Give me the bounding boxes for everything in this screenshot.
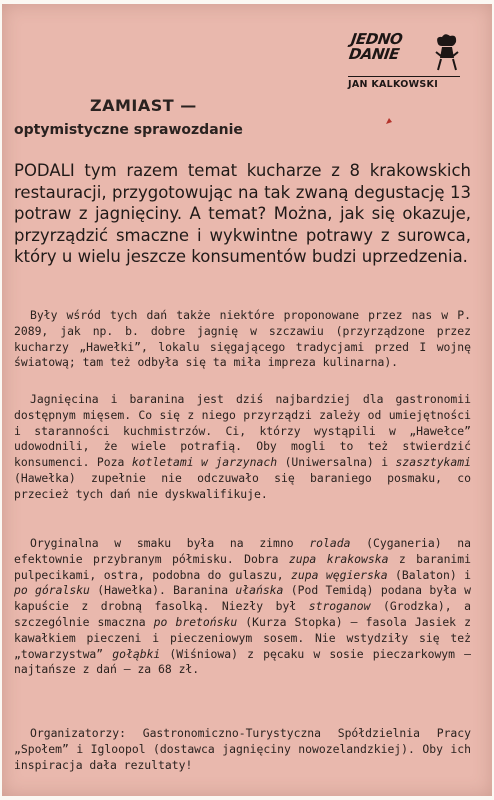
article-paragraph-2: Jagnięcina i baranina jest dziś najbardziej dla gastronomii dostępnym mięsem. Co się z niego przyrządzi zależy od umiejętności i staranności kuchmistrzów. Ci, którzy wystąpili w „Hawełce” udowodnili, że wiele potrafią. Oby mogli to też stwierdzić konsumenci. Poza kotletami w jarzynach (Uniwersalna) i szasztykami (Hawełka) zupełnie nie odczuwało się baraniego posmaku, co przecież tych dań nie dyskwalifikuje. [14,392,471,501]
article-paragraph-4: Organizatorzy: Gastronomiczno-Turystyczna Spółdzielnia Pracy „Społem” i Igloopol (dostawca jagnięciny nowozelandzkiej). Oby ich inspiracja dała rezultaty! [14,726,471,772]
column-logo [348,32,460,94]
article-subheadline: optymistyczne sprawozdanie [14,122,243,138]
article-headline: ZAMIAST — [90,96,197,115]
ink-mark-icon [384,116,394,126]
article-lead: PODALI tym razem temat kucharze z 8 krakowskich restauracji, przygotowując na tak zwaną degustację 13 potraw z jagnięciny. A temat? Można, jak się okazuje, przyrządzić smaczne i wykwintne potrawy z surowca, który u wielu jeszcze konsumentów budzi uprzedzenia. [14,161,471,266]
newspaper-clipping [2,4,492,796]
chef-icon [432,32,462,72]
column-logo-title: JEDNO DANIE [347,30,404,63]
article-paragraph-3: Oryginalna w smaku była na zimno rolada (Cyganeria) na efektownie przybranym półmisku. Dobra zupa krakowska z baranimi pulpecikami, ostra, podobna do gulaszu, zupa węgierska (Balaton) i po góralsku (Hawełka). Baranina ułańska (Pod Temidą) podana była w kapuście z drobną fasolką. Niezły był stroganow (Grodzka), a szczególnie smaczna po bretońsku (Kurza Stopka) — fasola Jasiek z kawałkiem pieczeni i pieczeniowym sosem. Nie wstydziły się też „towarzystwa” gołąbki (Wiśniowa) z pęcaku w sosie pieczarkowym — najtańsze z dań — za 68 zł. [14,536,471,677]
column-author: JAN KALKOWSKI [348,76,460,90]
article-paragraph-1: Były wśród tych dań także niektóre proponowane przez nas w P. 2089, jak np. b. dobre jagnię w szczawiu (przyrządzone przez kucharzy „Hawełki”, lokalu sięgającego tradycjami przed I wojnę światową; tam też odbyła się ta miła impreza kulinarna). [14,308,471,370]
